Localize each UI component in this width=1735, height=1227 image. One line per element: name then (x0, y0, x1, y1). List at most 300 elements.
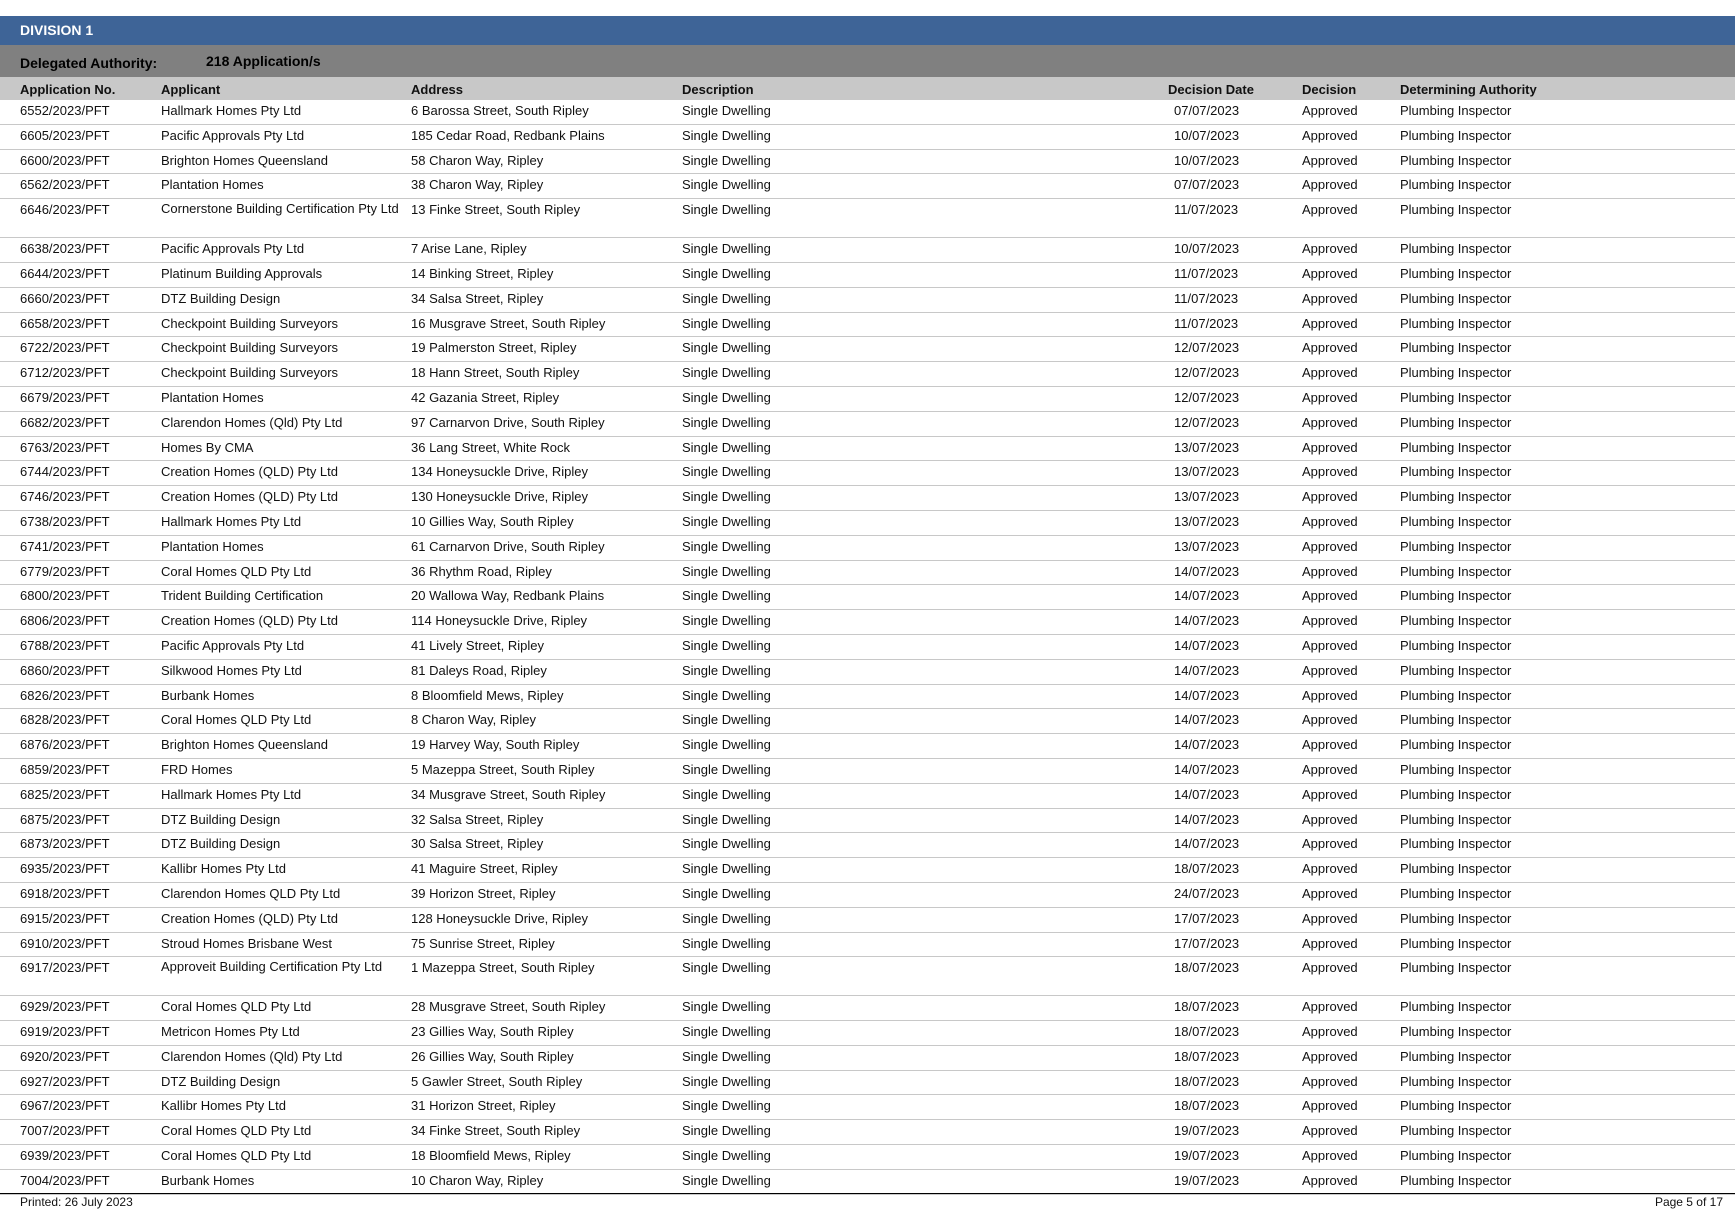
cell-decision: Approved (1302, 885, 1358, 901)
cell-address: 38 Charon Way, Ripley (411, 177, 544, 193)
cell-applicant: Coral Homes QLD Pty Ltd (161, 999, 312, 1015)
cell-decision: Approved (1302, 687, 1358, 703)
cell-decision-date: 10/07/2023 (1174, 241, 1240, 257)
cell-determining-authority: Plumbing Inspector (1400, 202, 1512, 218)
cell-decision-date: 14/07/2023 (1174, 687, 1240, 703)
cell-decision-date: 14/07/2023 (1174, 613, 1240, 629)
cell-application-no: 6828/2023/PFT (20, 712, 110, 728)
cell-decision-date: 18/07/2023 (1174, 1098, 1240, 1114)
cell-determining-authority: Plumbing Inspector (1400, 513, 1512, 529)
cell-application-no: 7004/2023/PFT (20, 1172, 110, 1188)
cell-determining-authority: Plumbing Inspector (1400, 177, 1512, 193)
cell-applicant: Metricon Homes Pty Ltd (161, 1024, 300, 1040)
cell-application-no: 6788/2023/PFT (20, 637, 110, 653)
table-row (0, 461, 1735, 486)
cell-description: Single Dwelling (682, 513, 771, 529)
cell-address: 23 Gillies Way, South Ripley (411, 1024, 574, 1040)
cell-description: Single Dwelling (682, 439, 771, 455)
cell-decision-date: 11/07/2023 (1174, 315, 1239, 331)
cell-application-no: 6917/2023/PFT (20, 960, 110, 976)
table-row (0, 387, 1735, 412)
cell-applicant: Creation Homes (QLD) Pty Ltd (161, 489, 339, 505)
cell-application-no: 6806/2023/PFT (20, 613, 110, 629)
cell-decision-date: 14/07/2023 (1174, 637, 1240, 653)
cell-description: Single Dwelling (682, 290, 771, 306)
cell-application-no: 6875/2023/PFT (20, 811, 110, 827)
cell-application-no: 6876/2023/PFT (20, 737, 110, 753)
cell-application-no: 6860/2023/PFT (20, 662, 110, 678)
cell-applicant: Trident Building Certification (161, 588, 324, 604)
cell-description: Single Dwelling (682, 1024, 771, 1040)
cell-application-no: 6746/2023/PFT (20, 489, 110, 505)
cell-description: Single Dwelling (682, 960, 771, 976)
cell-applicant: DTZ Building Design (161, 290, 281, 306)
cell-decision: Approved (1302, 1048, 1358, 1064)
cell-address: 41 Lively Street, Ripley (411, 637, 544, 653)
cell-applicant: Coral Homes QLD Pty Ltd (161, 1148, 312, 1164)
cell-address: 36 Rhythm Road, Ripley (411, 563, 552, 579)
cell-determining-authority: Plumbing Inspector (1400, 1024, 1512, 1040)
cell-address: 42 Gazania Street, Ripley (411, 389, 560, 405)
cell-determining-authority: Plumbing Inspector (1400, 687, 1512, 703)
table-row (0, 933, 1735, 958)
cell-description: Single Dwelling (682, 613, 771, 629)
cell-applicant: Coral Homes QLD Pty Ltd (161, 563, 312, 579)
cell-decision: Approved (1302, 365, 1358, 381)
table-row (0, 1145, 1735, 1170)
cell-application-no: 6738/2023/PFT (20, 513, 110, 529)
cell-determining-authority: Plumbing Inspector (1400, 439, 1512, 455)
cell-applicant: Cornerstone Building Certification Pty Ltd (161, 201, 399, 217)
table-row (0, 685, 1735, 710)
cell-description: Single Dwelling (682, 712, 771, 728)
table-row (0, 957, 1735, 996)
table-row (0, 238, 1735, 263)
cell-determining-authority: Plumbing Inspector (1400, 960, 1512, 976)
cell-address: 1 Mazeppa Street, South Ripley (411, 960, 595, 976)
cell-address: 130 Honeysuckle Drive, Ripley (411, 489, 589, 505)
cell-determining-authority: Plumbing Inspector (1400, 1172, 1512, 1188)
cell-decision-date: 14/07/2023 (1174, 563, 1240, 579)
cell-applicant: Creation Homes (QLD) Pty Ltd (161, 464, 339, 480)
page-number: Page 5 of 17 (1654, 1195, 1723, 1209)
cell-description: Single Dwelling (682, 202, 771, 218)
cell-determining-authority: Plumbing Inspector (1400, 613, 1512, 629)
cell-applicant: Pacific Approvals Pty Ltd (161, 241, 305, 257)
cell-address: 13 Finke Street, South Ripley (411, 202, 581, 218)
cell-description: Single Dwelling (682, 935, 771, 951)
cell-determining-authority: Plumbing Inspector (1400, 1048, 1512, 1064)
cell-address: 39 Horizon Street, Ripley (411, 885, 556, 901)
cell-determining-authority: Plumbing Inspector (1400, 1123, 1512, 1139)
table-row (0, 585, 1735, 610)
cell-application-no: 6920/2023/PFT (20, 1048, 110, 1064)
table-row (0, 996, 1735, 1021)
table-row (0, 486, 1735, 511)
cell-decision-date: 19/07/2023 (1174, 1123, 1240, 1139)
cell-applicant: Pacific Approvals Pty Ltd (161, 637, 305, 653)
cell-decision-date: 14/07/2023 (1174, 811, 1240, 827)
cell-application-no: 6918/2023/PFT (20, 885, 110, 901)
cell-decision: Approved (1302, 265, 1358, 281)
table-row (0, 809, 1735, 834)
cell-decision: Approved (1302, 315, 1358, 331)
cell-applicant: Brighton Homes Queensland (161, 152, 328, 168)
cell-description: Single Dwelling (682, 737, 771, 753)
cell-decision: Approved (1302, 613, 1358, 629)
cell-address: 185 Cedar Road, Redbank Plains (411, 127, 605, 143)
cell-determining-authority: Plumbing Inspector (1400, 1148, 1512, 1164)
cell-determining-authority: Plumbing Inspector (1400, 637, 1512, 653)
application-count: 218 Application/s (206, 53, 321, 69)
cell-description: Single Dwelling (682, 761, 771, 777)
cell-decision-date: 10/07/2023 (1174, 127, 1240, 143)
cell-determining-authority: Plumbing Inspector (1400, 737, 1512, 753)
cell-description: Single Dwelling (682, 1098, 771, 1114)
cell-application-no: 6741/2023/PFT (20, 538, 110, 554)
cell-decision: Approved (1302, 1098, 1358, 1114)
cell-description: Single Dwelling (682, 265, 771, 281)
cell-address: 134 Honeysuckle Drive, Ripley (411, 464, 589, 480)
delegated-authority-bar (0, 45, 1735, 77)
cell-decision-date: 14/07/2023 (1174, 588, 1240, 604)
cell-decision: Approved (1302, 177, 1358, 193)
table-row (0, 412, 1735, 437)
cell-decision: Approved (1302, 637, 1358, 653)
cell-decision: Approved (1302, 202, 1358, 218)
cell-decision: Approved (1302, 103, 1358, 118)
cell-decision-date: 07/07/2023 (1174, 177, 1240, 193)
cell-application-no: 6763/2023/PFT (20, 439, 110, 455)
cell-decision: Approved (1302, 1073, 1358, 1089)
cell-decision-date: 13/07/2023 (1174, 464, 1240, 480)
cell-determining-authority: Plumbing Inspector (1400, 588, 1512, 604)
cell-decision-date: 13/07/2023 (1174, 489, 1240, 505)
cell-application-no: 6600/2023/PFT (20, 152, 110, 168)
cell-applicant: Coral Homes QLD Pty Ltd (161, 712, 312, 728)
cell-decision: Approved (1302, 811, 1358, 827)
cell-address: 19 Palmerston Street, Ripley (411, 340, 577, 356)
cell-decision-date: 13/07/2023 (1174, 538, 1240, 554)
cell-decision-date: 11/07/2023 (1174, 290, 1239, 306)
cell-decision: Approved (1302, 538, 1358, 554)
cell-applicant: Creation Homes (QLD) Pty Ltd (161, 613, 339, 629)
cell-decision: Approved (1302, 127, 1358, 143)
table-row (0, 610, 1735, 635)
cell-address: 8 Bloomfield Mews, Ripley (411, 687, 564, 703)
cell-determining-authority: Plumbing Inspector (1400, 935, 1512, 951)
cell-determining-authority: Plumbing Inspector (1400, 464, 1512, 480)
cell-address: 114 Honeysuckle Drive, Ripley (411, 613, 588, 629)
cell-description: Single Dwelling (682, 103, 771, 118)
cell-application-no: 6744/2023/PFT (20, 464, 110, 480)
cell-applicant: Platinum Building Approvals (161, 265, 323, 281)
cell-decision-date: 11/07/2023 (1174, 202, 1239, 218)
cell-decision: Approved (1302, 761, 1358, 777)
cell-description: Single Dwelling (682, 389, 771, 405)
column-header-decision-date: Decision Date (1168, 82, 1254, 97)
cell-address: 34 Salsa Street, Ripley (411, 290, 544, 306)
table-row (0, 1120, 1735, 1145)
cell-decision: Approved (1302, 489, 1358, 505)
cell-description: Single Dwelling (682, 489, 771, 505)
cell-determining-authority: Plumbing Inspector (1400, 241, 1512, 257)
cell-description: Single Dwelling (682, 127, 771, 143)
cell-applicant: Checkpoint Building Surveyors (161, 315, 339, 331)
cell-description: Single Dwelling (682, 885, 771, 901)
cell-application-no: 6967/2023/PFT (20, 1098, 110, 1114)
table-row (0, 337, 1735, 362)
cell-application-no: 6927/2023/PFT (20, 1073, 110, 1089)
cell-decision: Approved (1302, 836, 1358, 852)
cell-determining-authority: Plumbing Inspector (1400, 152, 1512, 168)
division-title: DIVISION 1 (0, 16, 1735, 45)
cell-description: Single Dwelling (682, 662, 771, 678)
table-row (0, 263, 1735, 288)
cell-determining-authority: Plumbing Inspector (1400, 315, 1512, 331)
cell-description: Single Dwelling (682, 1123, 771, 1139)
cell-application-no: 6910/2023/PFT (20, 935, 110, 951)
cell-application-no: 6679/2023/PFT (20, 389, 110, 405)
cell-decision-date: 18/07/2023 (1174, 999, 1240, 1015)
cell-description: Single Dwelling (682, 464, 771, 480)
delegated-authority-label: Delegated Authority: (20, 55, 158, 71)
cell-applicant: DTZ Building Design (161, 1073, 281, 1089)
cell-decision: Approved (1302, 1024, 1358, 1040)
cell-applicant: Approveit Building Certification Pty Ltd (161, 959, 383, 975)
cell-address: 18 Bloomfield Mews, Ripley (411, 1148, 571, 1164)
cell-decision-date: 14/07/2023 (1174, 712, 1240, 728)
cell-description: Single Dwelling (682, 414, 771, 430)
cell-application-no: 6929/2023/PFT (20, 999, 110, 1015)
cell-decision: Approved (1302, 290, 1358, 306)
column-header-address: Address (411, 82, 464, 97)
table-row (0, 174, 1735, 199)
table-body (0, 100, 1735, 1195)
cell-applicant: Clarendon Homes QLD Pty Ltd (161, 885, 341, 901)
cell-decision: Approved (1302, 861, 1358, 877)
cell-decision-date: 19/07/2023 (1174, 1172, 1240, 1188)
table-row (0, 759, 1735, 784)
cell-applicant: Plantation Homes (161, 538, 264, 554)
cell-application-no: 7007/2023/PFT (20, 1123, 110, 1139)
cell-applicant: Clarendon Homes (Qld) Pty Ltd (161, 414, 343, 430)
table-row (0, 1046, 1735, 1071)
table-row (0, 536, 1735, 561)
cell-decision: Approved (1302, 737, 1358, 753)
cell-description: Single Dwelling (682, 588, 771, 604)
cell-description: Single Dwelling (682, 836, 771, 852)
footer-divider (0, 1193, 1735, 1194)
cell-application-no: 6915/2023/PFT (20, 910, 110, 926)
cell-applicant: Hallmark Homes Pty Ltd (161, 103, 302, 118)
cell-decision-date: 14/07/2023 (1174, 662, 1240, 678)
cell-determining-authority: Plumbing Inspector (1400, 489, 1512, 505)
table-row (0, 362, 1735, 387)
cell-description: Single Dwelling (682, 1172, 771, 1188)
table-row (0, 288, 1735, 313)
cell-decision: Approved (1302, 662, 1358, 678)
cell-decision-date: 14/07/2023 (1174, 836, 1240, 852)
cell-decision-date: 12/07/2023 (1174, 414, 1240, 430)
cell-address: 61 Carnarvon Drive, South Ripley (411, 538, 605, 554)
column-header-description: Description (682, 82, 754, 97)
cell-address: 31 Horizon Street, Ripley (411, 1098, 556, 1114)
column-header-decision: Decision (1302, 82, 1357, 97)
cell-applicant: Hallmark Homes Pty Ltd (161, 786, 302, 802)
cell-decision: Approved (1302, 910, 1358, 926)
cell-description: Single Dwelling (682, 241, 771, 257)
cell-address: 5 Mazeppa Street, South Ripley (411, 761, 595, 777)
cell-applicant: Checkpoint Building Surveyors (161, 340, 339, 356)
cell-decision-date: 14/07/2023 (1174, 761, 1240, 777)
cell-application-no: 6873/2023/PFT (20, 836, 110, 852)
cell-application-no: 6935/2023/PFT (20, 861, 110, 877)
cell-decision-date: 18/07/2023 (1174, 1024, 1240, 1040)
cell-application-no: 6562/2023/PFT (20, 177, 110, 193)
cell-applicant: Hallmark Homes Pty Ltd (161, 513, 302, 529)
cell-determining-authority: Plumbing Inspector (1400, 365, 1512, 381)
cell-applicant: Pacific Approvals Pty Ltd (161, 127, 305, 143)
cell-applicant: Coral Homes QLD Pty Ltd (161, 1123, 312, 1139)
table-row (0, 1071, 1735, 1096)
cell-decision-date: 18/07/2023 (1174, 960, 1240, 976)
column-header-determining-authority: Determining Authority (1400, 82, 1537, 97)
cell-description: Single Dwelling (682, 340, 771, 356)
cell-description: Single Dwelling (682, 637, 771, 653)
table-row (0, 858, 1735, 883)
table-header (0, 77, 1735, 100)
cell-applicant: Brighton Homes Queensland (161, 737, 328, 753)
cell-application-no: 6859/2023/PFT (20, 761, 110, 777)
cell-applicant: Creation Homes (QLD) Pty Ltd (161, 910, 339, 926)
table-row (0, 511, 1735, 536)
cell-applicant: Checkpoint Building Surveyors (161, 365, 339, 381)
cell-decision: Approved (1302, 935, 1358, 951)
table-row (0, 833, 1735, 858)
table-row (0, 734, 1735, 759)
cell-application-no: 6826/2023/PFT (20, 687, 110, 703)
table-row (0, 784, 1735, 809)
cell-application-no: 6658/2023/PFT (20, 315, 110, 331)
cell-application-no: 6682/2023/PFT (20, 414, 110, 430)
cell-determining-authority: Plumbing Inspector (1400, 563, 1512, 579)
cell-decision-date: 18/07/2023 (1174, 1073, 1240, 1089)
cell-decision: Approved (1302, 414, 1358, 430)
cell-decision: Approved (1302, 439, 1358, 455)
cell-application-no: 6919/2023/PFT (20, 1024, 110, 1040)
cell-address: 6 Barossa Street, South Ripley (411, 103, 589, 118)
cell-decision-date: 13/07/2023 (1174, 513, 1240, 529)
cell-decision-date: 12/07/2023 (1174, 389, 1240, 405)
table-row (0, 709, 1735, 734)
table-row (0, 100, 1735, 125)
cell-determining-authority: Plumbing Inspector (1400, 389, 1512, 405)
cell-address: 16 Musgrave Street, South Ripley (411, 315, 606, 331)
cell-decision-date: 18/07/2023 (1174, 861, 1240, 877)
cell-address: 97 Carnarvon Drive, South Ripley (411, 414, 605, 430)
cell-decision: Approved (1302, 513, 1358, 529)
cell-decision-date: 10/07/2023 (1174, 152, 1240, 168)
cell-applicant: DTZ Building Design (161, 811, 281, 827)
cell-determining-authority: Plumbing Inspector (1400, 414, 1512, 430)
cell-application-no: 6722/2023/PFT (20, 340, 110, 356)
cell-decision: Approved (1302, 999, 1358, 1015)
table-row (0, 1021, 1735, 1046)
cell-determining-authority: Plumbing Inspector (1400, 103, 1512, 118)
cell-description: Single Dwelling (682, 786, 771, 802)
cell-determining-authority: Plumbing Inspector (1400, 290, 1512, 306)
cell-applicant: Burbank Homes (161, 687, 255, 703)
cell-address: 34 Finke Street, South Ripley (411, 1123, 581, 1139)
cell-description: Single Dwelling (682, 315, 771, 331)
cell-address: 41 Maguire Street, Ripley (411, 861, 558, 877)
cell-decision: Approved (1302, 588, 1358, 604)
table-row (0, 561, 1735, 586)
cell-decision-date: 12/07/2023 (1174, 365, 1240, 381)
cell-decision: Approved (1302, 786, 1358, 802)
cell-decision-date: 07/07/2023 (1174, 103, 1240, 118)
cell-description: Single Dwelling (682, 1048, 771, 1064)
cell-determining-authority: Plumbing Inspector (1400, 910, 1512, 926)
cell-address: 7 Arise Lane, Ripley (411, 241, 527, 257)
cell-determining-authority: Plumbing Inspector (1400, 340, 1512, 356)
cell-decision: Approved (1302, 152, 1358, 168)
cell-decision: Approved (1302, 1148, 1358, 1164)
table-row (0, 437, 1735, 462)
cell-address: 10 Charon Way, Ripley (411, 1172, 544, 1188)
column-header-application-no: Application No. (20, 82, 116, 97)
cell-description: Single Dwelling (682, 910, 771, 926)
cell-determining-authority: Plumbing Inspector (1400, 836, 1512, 852)
cell-description: Single Dwelling (682, 1073, 771, 1089)
printed-date: Printed: 26 July 2023 (20, 1195, 133, 1209)
cell-determining-authority: Plumbing Inspector (1400, 1098, 1512, 1114)
cell-application-no: 6939/2023/PFT (20, 1148, 110, 1164)
cell-determining-authority: Plumbing Inspector (1400, 265, 1512, 281)
cell-decision-date: 11/07/2023 (1174, 265, 1239, 281)
cell-determining-authority: Plumbing Inspector (1400, 761, 1512, 777)
column-header-applicant: Applicant (161, 82, 221, 97)
cell-decision: Approved (1302, 712, 1358, 728)
cell-determining-authority: Plumbing Inspector (1400, 1073, 1512, 1089)
cell-application-no: 6605/2023/PFT (20, 127, 110, 143)
table-row (0, 150, 1735, 175)
table-row (0, 883, 1735, 908)
table-row (0, 125, 1735, 150)
cell-decision: Approved (1302, 1172, 1358, 1188)
cell-decision: Approved (1302, 340, 1358, 356)
cell-decision-date: 14/07/2023 (1174, 786, 1240, 802)
cell-address: 75 Sunrise Street, Ripley (411, 935, 555, 951)
table-row (0, 1095, 1735, 1120)
cell-description: Single Dwelling (682, 1148, 771, 1164)
cell-decision: Approved (1302, 464, 1358, 480)
table-row (0, 1170, 1735, 1195)
cell-description: Single Dwelling (682, 999, 771, 1015)
cell-determining-authority: Plumbing Inspector (1400, 662, 1512, 678)
cell-address: 26 Gillies Way, South Ripley (411, 1048, 574, 1064)
cell-description: Single Dwelling (682, 365, 771, 381)
cell-decision-date: 18/07/2023 (1174, 1048, 1240, 1064)
cell-description: Single Dwelling (682, 563, 771, 579)
cell-determining-authority: Plumbing Inspector (1400, 712, 1512, 728)
cell-determining-authority: Plumbing Inspector (1400, 811, 1512, 827)
cell-address: 36 Lang Street, White Rock (411, 439, 570, 455)
cell-applicant: Stroud Homes Brisbane West (161, 935, 332, 951)
cell-application-no: 6825/2023/PFT (20, 786, 110, 802)
cell-decision: Approved (1302, 563, 1358, 579)
